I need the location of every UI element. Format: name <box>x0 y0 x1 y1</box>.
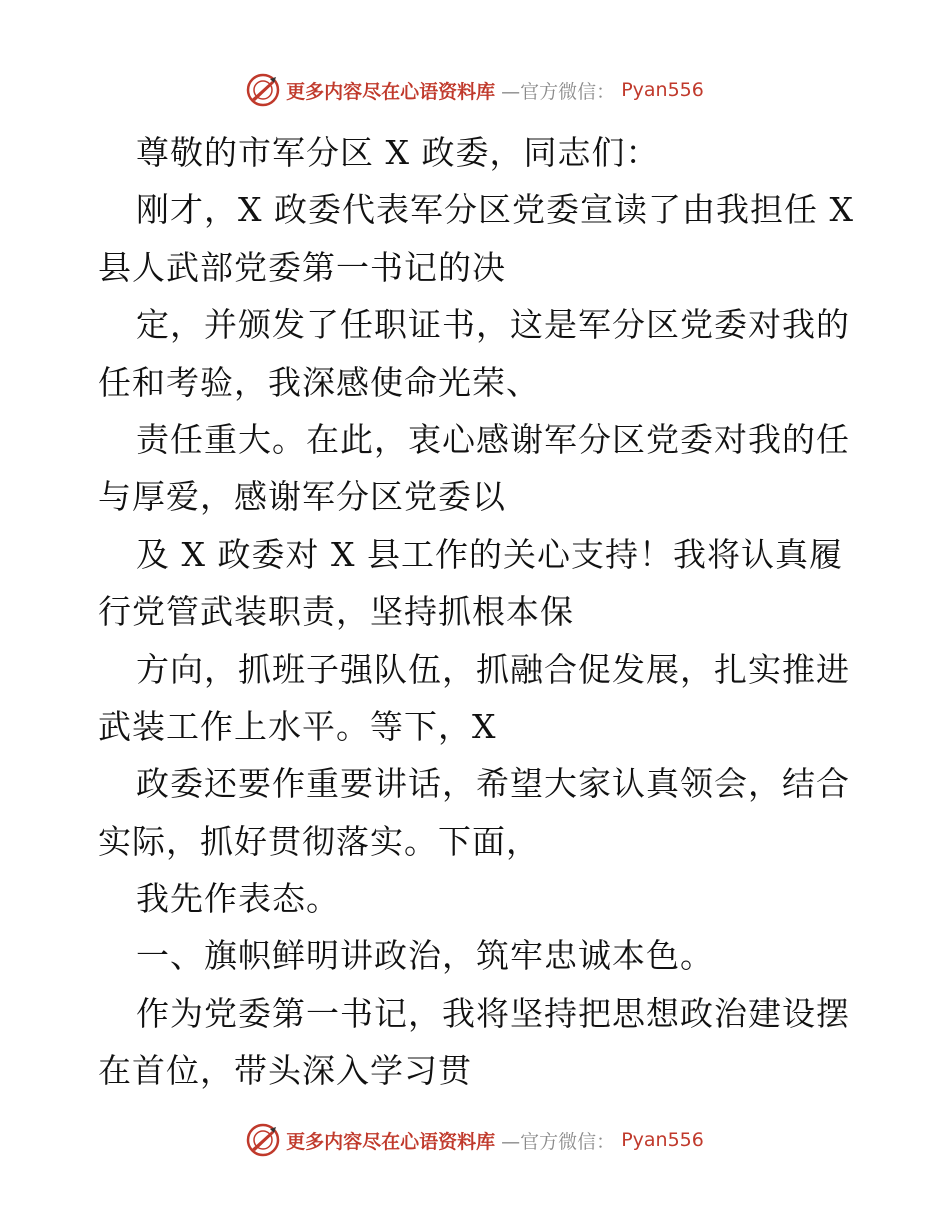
text-line: 尊敬的市军分区 X 政委，同志们： <box>136 133 660 172</box>
footer-watermark <box>0 1120 950 1160</box>
text-line: 方向，抓班子强队伍，抓融合促发展，扎实推进 <box>136 649 850 689</box>
watermark-title: 更多内容尽在心语资料库 <box>286 1130 496 1153</box>
text-line: 行党管武装职责，坚持抓根本保 <box>98 592 574 632</box>
watermark-title: 更多内容尽在心语资料库 <box>286 80 496 103</box>
watermark-id: Pyan556 <box>621 79 704 101</box>
watermark-subtitle: —官方微信： <box>501 1130 616 1153</box>
text-line: 定，并颁发了任职证书，这是军分区党委对我的 <box>136 305 850 345</box>
text-line: 及 X 政委对 X 县工作的关心支持！我将认真履 <box>136 534 843 574</box>
text-line: 任和考验，我深感使命光荣、 <box>98 362 540 402</box>
text-line: 作为党委第一书记，我将坚持把思想政治建设摆 <box>136 993 850 1033</box>
watermark-subtitle: —官方微信： <box>501 80 616 103</box>
text-line: 武装工作上水平。等下，X <box>98 706 497 746</box>
text-line: 县人武部党委第一书记的决 <box>98 247 506 287</box>
logo-icon <box>246 1123 280 1157</box>
text-line: 责任重大。在此，衷心感谢军分区党委对我的任 <box>136 419 850 459</box>
header-watermark <box>0 70 950 110</box>
text-line: 我先作表态。 <box>136 879 340 919</box>
document-body <box>98 124 858 1100</box>
watermark-id: Pyan556 <box>621 1129 704 1151</box>
text-line: 刚才，X 政委代表军分区党委宣读了由我担任 X <box>136 190 854 230</box>
section-heading: 一、旗帜鲜明讲政治，筑牢忠诚本色。 <box>136 936 714 976</box>
logo-icon <box>246 73 280 107</box>
text-line: 与厚爱，感谢军分区党委以 <box>98 477 506 517</box>
text-line: 实际，抓好贯彻落实。下面， <box>98 821 540 861</box>
text-line: 在首位，带头深入学习贯 <box>98 1051 472 1091</box>
text-line: 政委还要作重要讲话，希望大家认真领会，结合 <box>136 764 850 804</box>
